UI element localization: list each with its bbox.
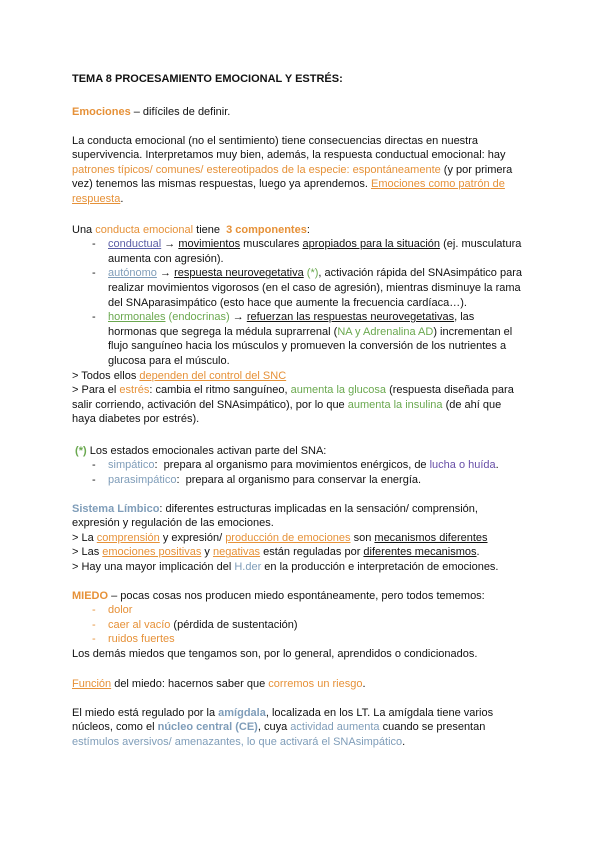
list-item-continuation [72, 354, 542, 369]
bullet-dash: - [92, 238, 96, 251]
text-line [72, 677, 542, 692]
text-run: expresión y regulación de las emociones. [72, 517, 274, 530]
text-run: La conducta emocional (no el sentimiento) tiene consecuencias directas en nuestra [72, 134, 479, 147]
text-run: ) incrementan el [433, 325, 513, 338]
section-estados-sna [72, 444, 542, 488]
highlighted-term: simpático [108, 459, 155, 472]
highlighted-term: conducta emocional [95, 223, 194, 236]
highlighted-term: aumenta la insulina [347, 398, 443, 411]
list-item-continuation [72, 281, 542, 296]
highlighted-term: dolor [108, 604, 133, 617]
highlighted-term: dependen del control del SNC [139, 369, 287, 382]
highlighted-term: estrés [119, 384, 150, 397]
text-line [72, 192, 542, 207]
highlighted-term: producción de emociones [225, 531, 351, 544]
highlighted-term: núcleo central (CE) [157, 721, 258, 734]
text-line [72, 148, 542, 163]
highlighted-term: autónomo [108, 267, 157, 280]
bullet-dash: - [92, 604, 96, 617]
text-line [72, 444, 542, 459]
text-run: > Para el [72, 384, 120, 397]
text-run: : diferentes estructuras implicadas en la sensación/ comprensión, [159, 502, 478, 515]
text-run: > Todos ellos [72, 369, 140, 382]
text-run: , las [454, 311, 475, 324]
section-componentes [72, 223, 542, 427]
highlighted-term: Sistema Límbico [72, 502, 160, 515]
text-run: Los estados emocionales activan parte del SNA: [86, 444, 327, 457]
list-item [72, 632, 542, 647]
text-line [72, 412, 542, 427]
list-item [72, 310, 542, 325]
list-item [72, 603, 542, 618]
text-run: haya diabetes por estrés). [72, 413, 200, 426]
list-item [72, 237, 542, 252]
highlighted-term: aumenta la glucosa [290, 384, 387, 397]
highlighted-term: comprensión [96, 531, 160, 544]
text-run: . [402, 735, 406, 748]
text-run: > Hay una mayor implicación del [72, 561, 235, 574]
highlighted-term: Función [72, 677, 112, 690]
text-run: El miedo está regulado por la [72, 706, 219, 719]
text-line [72, 720, 542, 735]
text-run: aumenta con agresión). [108, 252, 224, 265]
text-run: tiene [193, 223, 227, 236]
text-run: : prepara al organismo para movimientos enérgicos, de [154, 459, 430, 472]
highlighted-term: (*) [72, 444, 87, 457]
bullet-dash: - [92, 267, 96, 280]
list-item-continuation [72, 339, 542, 354]
text-line [72, 383, 542, 398]
text-run: refuerzan las respuestas neurovegetativas [246, 311, 455, 324]
text-run: del SNAparasimpático (esto hace que aumente la frecuencia cardíaca…). [108, 296, 467, 309]
text-run: (pérdida de sustentación) [170, 618, 298, 631]
text-run: . [362, 677, 366, 690]
text-run: apropiados para la situación [302, 238, 441, 251]
text-run: respuesta neurovegetativa [174, 267, 304, 280]
highlighted-term: hormonales [108, 311, 166, 324]
highlighted-term: actividad aumenta [290, 721, 380, 734]
text-run: realizar movimientos vigorosos (en el caso de agresión), mientras disminuye la rama [108, 282, 521, 295]
text-run: , activación rápida del SNAsimpático para [318, 267, 522, 280]
page-title: TEMA 8 PROCESAMIENTO EMOCIONAL Y ESTRÉS: [72, 73, 343, 85]
bullet-dash: - [92, 633, 96, 646]
paragraph-funcion-miedo [72, 677, 542, 692]
text-run: (de ahí que [442, 398, 502, 411]
text-run: . [495, 459, 499, 472]
highlighted-term: parasimpático [108, 473, 177, 486]
highlighted-term: NA y Adrenalina AD [337, 325, 434, 338]
section-sistema-limbico [72, 502, 542, 575]
text-run: mecanismos diferentes [374, 531, 488, 544]
text-run: → [156, 267, 175, 280]
text-line [72, 516, 542, 531]
text-line [72, 134, 542, 149]
text-run: : [306, 223, 310, 236]
highlighted-term: (endocrinas) [165, 311, 230, 324]
text-run: flujo sanguíneo hacia los músculos y promueven la conversión de los nutrientes a [108, 340, 507, 353]
text-run: y [201, 546, 213, 559]
text-line [72, 560, 542, 575]
highlighted-term: amígdala [218, 706, 266, 719]
highlighted-term: emociones positivas [102, 546, 202, 559]
text-run: (ej. musculatura [440, 238, 522, 251]
text-line [72, 647, 542, 662]
list-item [72, 458, 542, 473]
highlighted-term: lucha o huída [429, 459, 496, 472]
highlighted-term: ruidos fuertes [108, 633, 175, 646]
text-run: salir corriendo, activación del SNAsimpático), por lo que [72, 398, 348, 411]
text-run: núcleos, como el [72, 721, 158, 734]
highlighted-term: Emociones [72, 105, 131, 118]
text-line [72, 177, 542, 192]
highlighted-term: H.der [234, 561, 262, 574]
paragraph-conducta-emocional [72, 134, 542, 207]
text-run: → [161, 238, 179, 251]
text-line [72, 163, 542, 178]
highlighted-term: MIEDO [72, 589, 109, 602]
bullet-dash: - [92, 459, 96, 472]
text-line [72, 706, 542, 721]
text-line [72, 105, 542, 120]
highlighted-term: caer al vacío [108, 618, 171, 631]
text-run: son [350, 531, 375, 544]
highlighted-term: respuesta [72, 193, 121, 206]
text-run: glucosa para el músculo. [108, 355, 230, 368]
text-run: están reguladas por [260, 546, 364, 559]
text-run: : cambia el ritmo sanguíneo, [149, 384, 291, 397]
text-run: diferentes mecanismos [363, 546, 477, 559]
highlighted-term: corremos un riesgo [268, 677, 363, 690]
highlighted-term: estímulos aversivos/ amenazantes, lo que activará el SNAsimpático [72, 735, 403, 748]
text-run: Una [72, 223, 96, 236]
text-run: : prepara al organismo para conservar la energía. [176, 473, 422, 486]
text-line [72, 545, 542, 560]
text-line [72, 589, 542, 604]
text-run: – difíciles de definir. [130, 105, 231, 118]
list-item-continuation [72, 325, 542, 340]
text-line [72, 531, 542, 546]
list-item [72, 266, 542, 281]
text-run: – pocas cosas nos producen miedo espontáneamente, pero todos tememos: [108, 589, 485, 602]
highlighted-term: negativas [212, 546, 261, 559]
text-run: y expresión/ [159, 531, 226, 544]
text-run: cuando se presentan [379, 721, 486, 734]
text-run: en la producción e interpretación de emociones. [261, 561, 499, 574]
text-run: . [120, 193, 124, 206]
text-run: (respuesta diseñada para [386, 384, 514, 397]
highlighted-term: 3 componentes [226, 223, 307, 236]
heading-emociones [72, 105, 542, 120]
list-item-continuation [72, 296, 542, 311]
text-run: movimientos [178, 238, 241, 251]
text-run: supervivencia. Interpretamos muy bien, además, la respuesta conductual emocional: hay [72, 149, 506, 162]
text-line [72, 369, 542, 384]
text-line [72, 735, 542, 750]
text-run: Los demás miedos que tengamos son, por lo general, aprendidos o condicionados. [72, 648, 478, 661]
highlighted-term: conductual [108, 238, 162, 251]
text-run: , cuya [257, 721, 291, 734]
text-line [72, 502, 542, 517]
list-item [72, 618, 542, 633]
text-run: musculares [240, 238, 303, 251]
text-run: > Las [72, 546, 103, 559]
section-miedo [72, 589, 542, 662]
text-run: hormonas que segrega la médula suprarrenal ( [108, 325, 338, 338]
highlighted-term: patrones típicos/ comunes/ estereotipados de la especie: espontáneamente [72, 163, 441, 176]
list-item-continuation [72, 252, 542, 267]
bullet-dash: - [92, 618, 96, 631]
text-run: del miedo: hacernos saber que [111, 677, 269, 690]
highlighted-term: (*) [303, 267, 319, 280]
text-line [72, 223, 542, 238]
bullet-dash: - [92, 473, 96, 486]
text-run: . [476, 546, 480, 559]
highlighted-term: Emociones como patrón de [370, 178, 505, 191]
text-run: (y por primera [440, 163, 513, 176]
text-run: → [229, 311, 247, 324]
text-run: > La [72, 531, 97, 544]
text-run: , localizada en los LT. La amígdala tiene varios [265, 706, 494, 719]
bullet-dash: - [92, 311, 96, 324]
text-run: vez) tenemos las mismas respuestas, luego ya aprendemos. [72, 178, 371, 191]
list-item [72, 473, 542, 488]
text-line [72, 398, 542, 413]
paragraph-amigdala [72, 706, 542, 750]
